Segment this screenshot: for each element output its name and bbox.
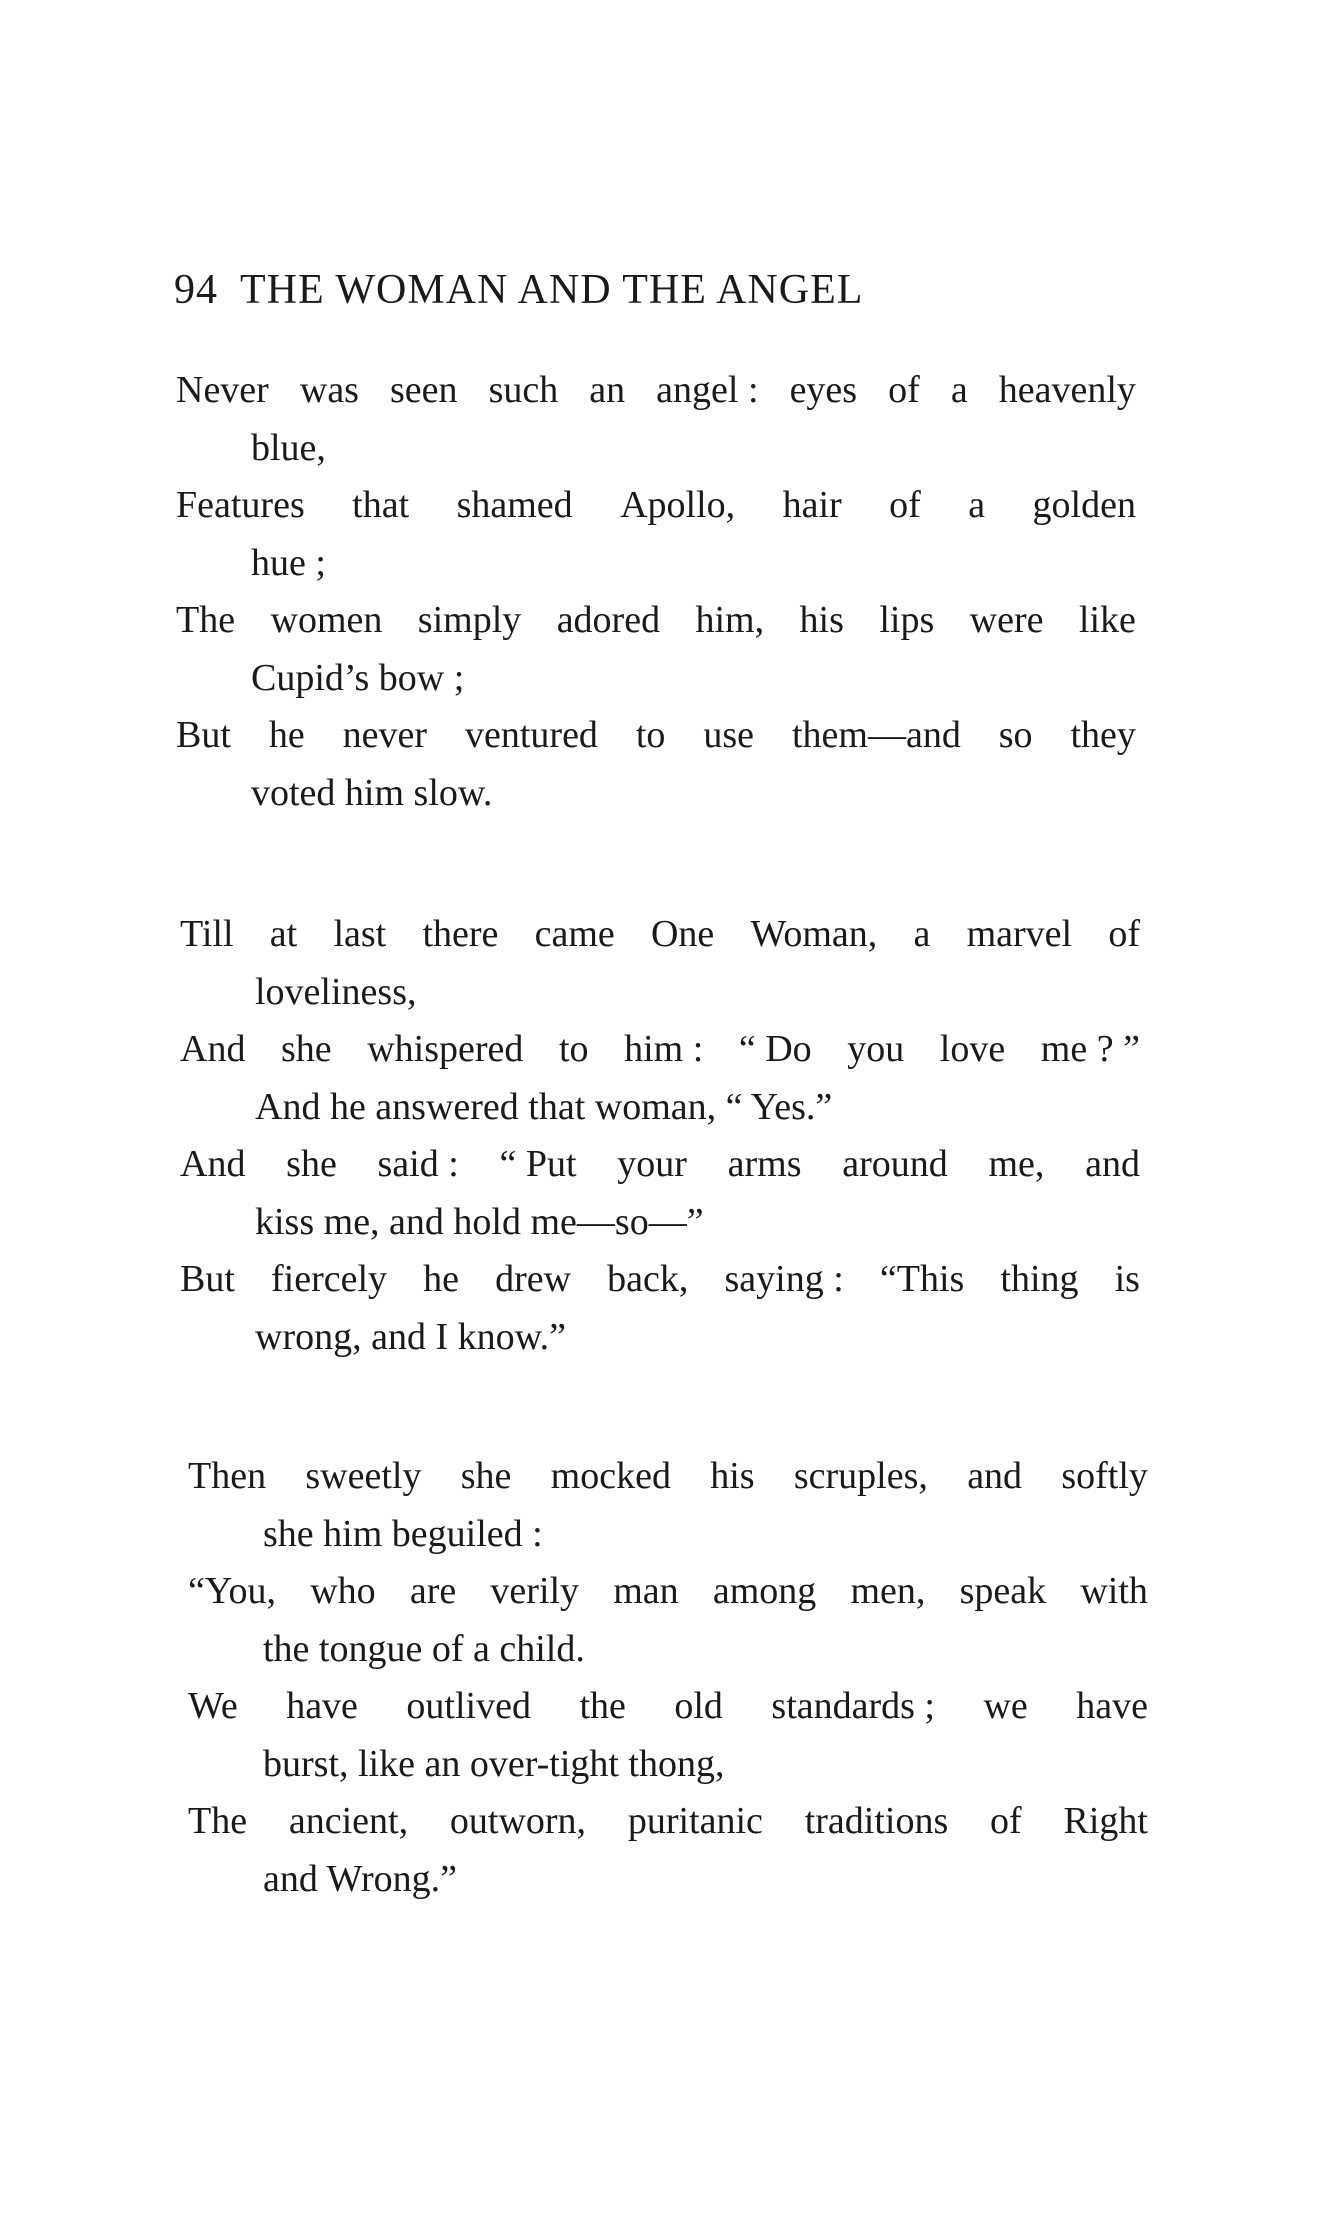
poem-word: them—and <box>791 714 961 756</box>
page-number: 94 <box>174 267 218 313</box>
poem-word: an <box>589 369 626 411</box>
poem-word: we <box>983 1685 1028 1727</box>
poem-line-continuation: And he answered that woman, “ Yes.” <box>255 1085 833 1128</box>
poem-word: Woman, <box>750 913 878 955</box>
poem-word: And <box>180 1028 246 1070</box>
poem-word: and <box>1085 1143 1140 1185</box>
poem-line-continuation: kiss me, and hold me—so—” <box>255 1200 704 1243</box>
poem-line-continuation: and Wrong.” <box>263 1857 458 1900</box>
poem-word: “ Do <box>738 1028 812 1070</box>
poem-word: women <box>270 599 383 641</box>
poem-word: at <box>269 913 298 955</box>
poem-word: Features <box>176 484 305 526</box>
poem-line-continuation: hue ; <box>251 541 326 584</box>
poem-word: a <box>968 484 986 526</box>
poem-word: to <box>635 714 666 756</box>
poem-word: outworn, <box>449 1800 587 1842</box>
poem-word: seen <box>390 369 458 411</box>
poem-line <box>188 1793 1148 1851</box>
poem-word: and <box>967 1455 1023 1497</box>
poem-word: saying : <box>724 1258 844 1300</box>
poem-word: among <box>712 1570 817 1612</box>
poem-word: that <box>352 484 410 526</box>
poem-line <box>180 1021 1140 1079</box>
poem-word: shamed <box>456 484 573 526</box>
poem-word: verily <box>490 1570 580 1612</box>
poem-word: with <box>1080 1570 1148 1612</box>
poem-word: have <box>1076 1685 1148 1727</box>
poem-word: love <box>939 1028 1006 1070</box>
poem-word: never <box>342 714 428 756</box>
poem-word: like <box>1078 599 1136 641</box>
poem-word: marvel <box>966 913 1073 955</box>
poem-word: softly <box>1061 1455 1148 1497</box>
running-title: THE WOMAN AND THE ANGEL <box>240 267 864 313</box>
poem-word: adored <box>556 599 661 641</box>
poem-word: simply <box>417 599 522 641</box>
poem-word: The <box>176 599 236 641</box>
poem-word: whispered <box>367 1028 524 1070</box>
poem-word: arms <box>727 1143 802 1185</box>
poem-word: We <box>188 1685 238 1727</box>
poem-word: Never <box>176 369 269 411</box>
poem-word: his <box>799 599 844 641</box>
poem-word: to <box>558 1028 589 1070</box>
poem-line <box>180 906 1140 964</box>
poem-line <box>176 592 1136 650</box>
poem-line <box>180 1251 1140 1309</box>
poem-word: But <box>176 714 231 756</box>
poem-word: she <box>460 1455 512 1497</box>
poem-word: fiercely <box>271 1258 388 1300</box>
poem-line <box>176 477 1136 535</box>
poem-word: was <box>299 369 359 411</box>
poem-word: ventured <box>464 714 598 756</box>
poem-line <box>188 1448 1148 1506</box>
poem-word: is <box>1114 1258 1140 1300</box>
poem-line <box>176 707 1136 765</box>
poem-word: he <box>423 1258 459 1300</box>
poem-word: One <box>650 913 715 955</box>
poem-word: last <box>333 913 387 955</box>
poem-word: thing <box>1000 1258 1079 1300</box>
poem-word: “ Put <box>499 1143 577 1185</box>
poem-word: of <box>990 1800 1022 1842</box>
poem-line-continuation: loveliness, <box>255 970 417 1013</box>
poem-word: the <box>579 1685 626 1727</box>
poem-word: a <box>913 913 931 955</box>
poem-word: lips <box>879 599 935 641</box>
poem-word: puritanic <box>627 1800 763 1842</box>
poem-word: of <box>1108 913 1140 955</box>
poem-line <box>188 1678 1148 1736</box>
poem-line <box>180 1136 1140 1194</box>
poem-word: your <box>617 1143 687 1185</box>
poem-word: said : <box>377 1143 459 1185</box>
poem-word: you <box>847 1028 905 1070</box>
poem-word: came <box>534 913 615 955</box>
poem-word: me ? ” <box>1040 1028 1140 1070</box>
poem-line-continuation: burst, like an over-tight thong, <box>263 1742 725 1785</box>
poem-word: “This <box>879 1258 965 1300</box>
stanza-2 <box>180 906 1140 1366</box>
poem-word: scruples, <box>793 1455 928 1497</box>
poem-word: old <box>674 1685 723 1727</box>
poem-word: ancient, <box>288 1800 409 1842</box>
poem-word: so <box>998 714 1033 756</box>
poem-word: drew <box>495 1258 572 1300</box>
stanza-3 <box>188 1448 1148 1908</box>
poem-word: mocked <box>550 1455 671 1497</box>
page-header <box>174 266 1174 314</box>
poem-line-continuation: the tongue of a child. <box>263 1627 585 1670</box>
poem-word: were <box>969 599 1044 641</box>
poem-word: hair <box>782 484 842 526</box>
poem-word: angel : <box>656 369 759 411</box>
poem-word: around <box>842 1143 948 1185</box>
poem-word: she <box>281 1028 332 1070</box>
poem-word: eyes <box>789 369 858 411</box>
poem-word: she <box>286 1143 337 1185</box>
poem-word: me, <box>988 1143 1045 1185</box>
poem-word: his <box>710 1455 755 1497</box>
poem-word: they <box>1070 714 1136 756</box>
poem-line <box>188 1563 1148 1621</box>
poem-line <box>176 362 1136 420</box>
poem-word: “You, <box>188 1570 277 1612</box>
poem-line-continuation: blue, <box>251 426 326 469</box>
poem-word: heavenly <box>998 369 1136 411</box>
poem-word: back, <box>607 1258 689 1300</box>
poem-word: traditions <box>804 1800 949 1842</box>
poem-word: he <box>268 714 305 756</box>
poem-word: Till <box>180 913 234 955</box>
poem-word: men, <box>850 1570 926 1612</box>
poem-line-continuation: voted him slow. <box>251 771 493 814</box>
poem-word: outlived <box>406 1685 531 1727</box>
poem-line-continuation: Cupid’s bow ; <box>251 656 465 699</box>
poem-word: Right <box>1063 1800 1148 1842</box>
poem-word: standards ; <box>771 1685 935 1727</box>
poem-word: a <box>950 369 968 411</box>
poem-line-continuation: she him beguiled : <box>263 1512 543 1555</box>
poem-word: But <box>180 1258 235 1300</box>
poem-word: him : <box>624 1028 704 1070</box>
poem-word: have <box>286 1685 358 1727</box>
poem-word: sweetly <box>305 1455 422 1497</box>
poem-word: of <box>889 484 921 526</box>
poem-word: there <box>422 913 499 955</box>
poem-word: And <box>180 1143 246 1185</box>
poem-word: golden <box>1032 484 1136 526</box>
poem-word: speak <box>959 1570 1047 1612</box>
poem-word: him, <box>695 599 765 641</box>
poem-word: Then <box>188 1455 267 1497</box>
poem-word: Apollo, <box>620 484 736 526</box>
poem-word: of <box>888 369 920 411</box>
poem-word: man <box>613 1570 679 1612</box>
poem-word: use <box>703 714 755 756</box>
poem-word: are <box>409 1570 457 1612</box>
poem-word: who <box>310 1570 376 1612</box>
stanza-1 <box>176 362 1136 822</box>
poem-line-continuation: wrong, and I know.” <box>255 1315 566 1358</box>
poem-word: such <box>488 369 559 411</box>
poem-word: The <box>188 1800 248 1842</box>
